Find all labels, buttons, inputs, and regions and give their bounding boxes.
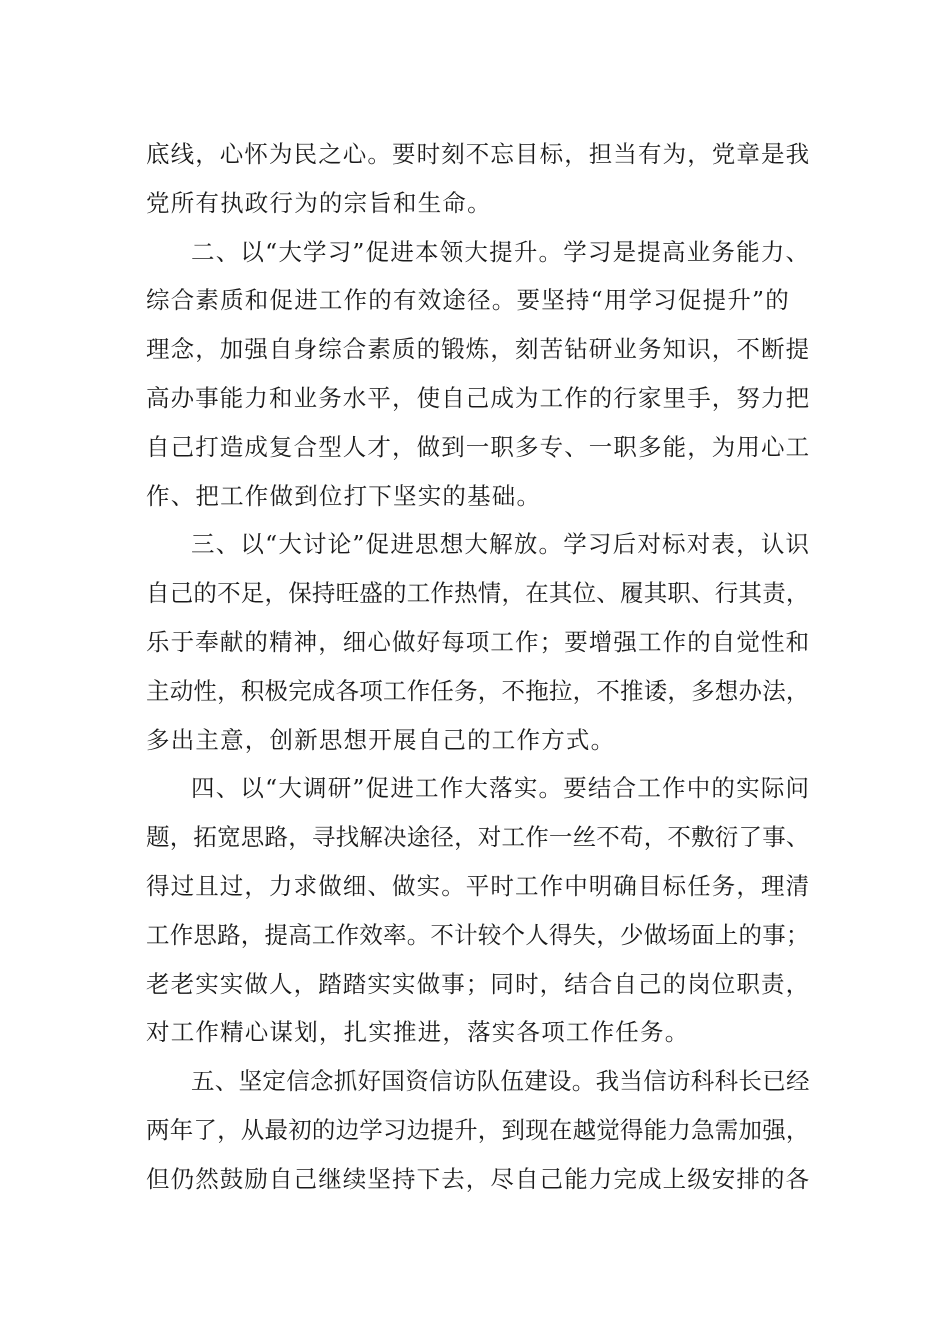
paragraph-3-line-1: 三、以“大讨论”促进思想大解放。学习后对标对表，认识 (191, 530, 811, 559)
paragraph-3-line-2: 自己的不足，保持旺盛的工作热情，在其位、履其职、行其责， (146, 579, 810, 608)
paragraph-2-line-1: 二、以“大学习”促进本领大提升。学习是提高业务能力、 (191, 237, 811, 266)
paragraph-1-line-2: 党所有执政行为的宗旨和生命。 (146, 188, 492, 217)
paragraph-5-line-1: 五、坚定信念抓好国资信访队伍建设。我当信访科科长已经 (191, 1067, 810, 1096)
paragraph-4-line-4: 工作思路，提高工作效率。不计较个人得失，少做场面上的事； (146, 920, 810, 949)
paragraph-2-line-2: 综合素质和促进工作的有效途径。要坚持“用学习促提升”的 (146, 286, 790, 315)
paragraph-5-line-3: 但仍然鼓励自己继续坚持下去，尽自己能力完成上级安排的各 (146, 1164, 811, 1193)
paragraph-4-line-5: 老老实实做人，踏踏实实做事；同时，结合自己的岗位职责， (146, 969, 811, 998)
paragraph-4-line-2: 题，拓宽思路，寻找解决途径，对工作一丝不苟，不敷衍了事、 (146, 823, 810, 852)
paragraph-4 (146, 764, 810, 1057)
paragraph-4-line-1: 四、以“大调研”促进工作大落实。要结合工作中的实际问 (191, 774, 811, 803)
paragraph-2-line-3: 理念，加强自身综合素质的锻炼，刻苦钻研业务知识，不断提 (146, 335, 811, 364)
paragraph-1 (146, 130, 810, 228)
paragraph-4-line-6: 对工作精心谋划，扎实推进，落实各项工作任务。 (146, 1018, 690, 1047)
paragraph-5 (146, 1057, 810, 1203)
paragraph-2-line-6: 作、把工作做到位打下坚实的基础。 (146, 481, 542, 510)
paragraph-2-line-4: 高办事能力和业务水平，使自己成为工作的行家里手，努力把 (146, 383, 811, 412)
paragraph-1-line-1: 底线，心怀为民之心。要时刻不忘目标，担当有为，党章是我 (146, 140, 811, 168)
paragraph-4-line-3: 得过且过，力求做细、做实。平时工作中明确目标任务，理清 (146, 871, 811, 900)
document-body (146, 130, 810, 1204)
paragraph-3-line-5: 多出主意，创新思想开展自己的工作方式。 (146, 725, 616, 754)
paragraph-5-line-2: 两年了，从最初的边学习边提升，到现在越觉得能力急需加强， (146, 1115, 810, 1144)
paragraph-3 (146, 520, 810, 764)
paragraph-2-line-5: 自己打造成复合型人才，做到一职多专、一职多能，为用心工 (146, 432, 811, 461)
paragraph-3-line-4: 主动性，积极完成各项工作任务，不拖拉，不推诿，多想办法， (146, 676, 810, 705)
paragraph-2 (146, 228, 810, 521)
paragraph-3-line-3: 乐于奉献的精神，细心做好每项工作；要增强工作的自觉性和 (146, 627, 811, 656)
